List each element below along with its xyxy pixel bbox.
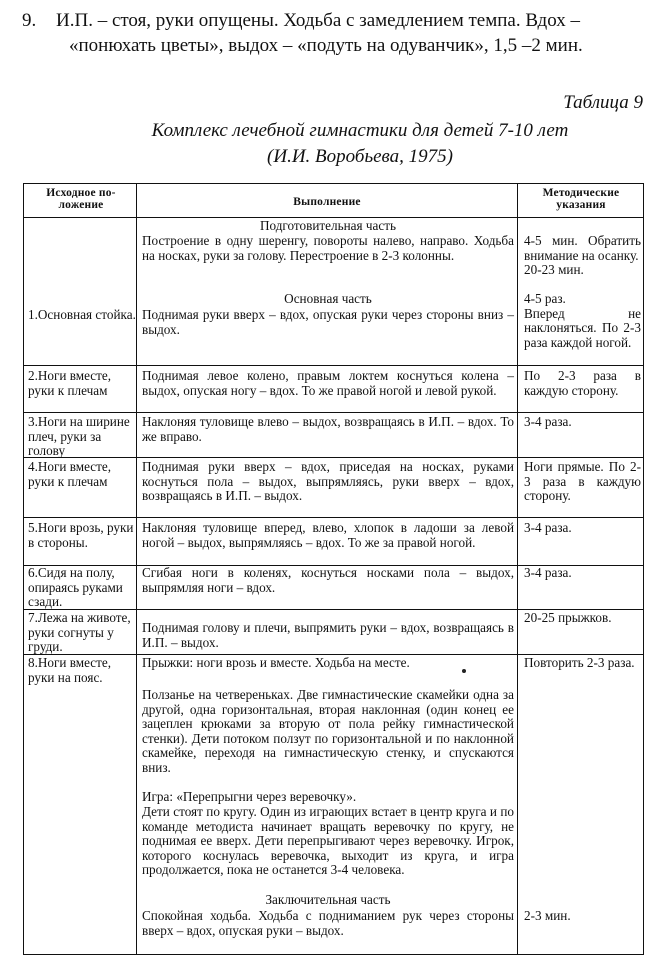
- row3-execution: Наклоняя туловище влево – выдох, возвращаясь в И.П. – вдох. То же вправо.: [142, 414, 514, 444]
- row8-execution: Прыжки: ноги врозь и вместе. Ходьба на месте.: [142, 655, 410, 670]
- row-divider: [24, 412, 643, 413]
- exercise-table: [23, 183, 644, 955]
- final-execution: Спокойная ходьба. Ходьба с подниманием рук через стороны вверх – вдох, опуская руки – выдох.: [142, 908, 514, 938]
- row5-execution: Наклоняя туловище вперед, влево, хлопок в ладоши за левой ногой – выдох, выпрямляясь – вдох. То же за правой ногой.: [142, 520, 514, 550]
- row2-execution: Поднимая левое колено, правым локтем коснуться колена – выдох, опуская ногу – вдох. То же правой ногой и левой рукой.: [142, 368, 514, 398]
- game-execution: Дети стоят по кругу. Один из играющих встает в центр круга и по команде методиста начинает вращать веревочку по кругу, не поднимая ее вверх. Дети перепрыгивают через веревочку. Игрок, которого коснулась веревочка, выходит из круга, и игра продолжается, пока не останется 3-4 человека.: [142, 804, 514, 877]
- row8-notes: Повторить 2-3 раза.: [524, 655, 635, 670]
- section-final: Заключительная часть: [265, 892, 391, 907]
- table-label: Таблица 9: [563, 92, 643, 113]
- print-speck: [462, 669, 466, 673]
- row4-execution: Поднимая руки вверх – вдох, приседая на носках, руками коснуться пола – выдох, выпрямляясь, руки вверх – вдох, возвращаясь в И.П. – выдох.: [142, 459, 514, 503]
- intro-line-1: И.П. – стоя, руки опущены. Ходьба с замедлением темпа. Вдох –: [56, 10, 580, 31]
- row7-execution: Поднимая голову и плечи, выпрямить руки – вдох, возвращаясь в И.П. – выдох.: [142, 620, 514, 650]
- header-initial-position: [26, 187, 136, 211]
- crawl-execution: Ползанье на четвереньках. Две гимнастические скамейки одна за другой, одна горизонтальная, вторая наклонная (один конец ее зацеплен крюками за вторую от пола рейку гимнастической стенки). Дети потоком ползут по горизонтальной и по наклонной скамейке, переходя на гимнастическую стенку, и спускаются вниз.: [142, 687, 514, 775]
- column-divider: [517, 184, 518, 954]
- game-title: Игра: «Перепрыгни через веревочку».: [142, 789, 357, 804]
- section-prep: Подготовительная часть: [259, 218, 396, 233]
- header-text: Исходное по- ложение: [46, 187, 116, 211]
- row-divider: [24, 457, 643, 458]
- row3-notes: 3-4 раза.: [524, 414, 572, 429]
- intro-number: 9.: [22, 10, 37, 31]
- row8-position: 8.Ноги вместе, руки на пояс.: [28, 655, 112, 685]
- row3-position: 3.Ноги на ширине плеч, руки за голову: [28, 414, 130, 458]
- header-execution: Выполнение: [293, 196, 361, 208]
- row6-notes: 3-4 раза.: [524, 565, 572, 580]
- row4-notes: Ноги прямые. По 2-3 раза в каждую сторону.: [524, 459, 641, 503]
- row7-notes: 20-25 прыжков.: [524, 610, 612, 625]
- row1-notes: 4-5 раз. Вперед не наклоняться. По 2-3 раза каждой ногой.: [524, 291, 641, 350]
- intro-line-2: «понюхать цветы», выдох – «подуть на одуванчик», 1,5 –2 мин.: [69, 35, 583, 56]
- header-notes: [519, 187, 643, 211]
- row1-execution: Поднимая руки вверх – вдох, опуская руки через стороны вниз – выдох.: [142, 307, 514, 337]
- row2-position: 2.Ноги вместе, руки к плечам: [28, 368, 112, 398]
- section-main: Основная часть: [284, 291, 372, 306]
- intro-paragraph: [22, 8, 647, 58]
- row5-position: 5.Ноги врозь, руки в стороны.: [28, 520, 134, 550]
- row4-position: 4.Ноги вместе, руки к плечам: [28, 459, 112, 489]
- row7-position: 7.Лежа на животе, руки согнуты у груди.: [28, 610, 131, 654]
- final-notes: 2-3 мин.: [524, 908, 571, 923]
- row5-notes: 3-4 раза.: [524, 520, 572, 535]
- row-divider: [24, 365, 643, 366]
- row6-position: 6.Сидя на полу, опираясь руками сзади.: [28, 565, 123, 609]
- prep-execution: Построение в одну шеренгу, повороты налево, направо. Ходьба на носках, руки за голову. Перестроение в 2-3 колонны.: [142, 233, 514, 263]
- row1-position: 1.Основная стойка.: [28, 307, 136, 322]
- prep-notes: 4-5 мин. Обратить внимание на осанку. 20-23 мин.: [524, 233, 641, 277]
- table-title: Комплекс лечебной гимнастики для детей 7-10 лет: [151, 120, 569, 141]
- row-divider: [24, 517, 643, 518]
- row2-notes: По 2-3 раза в каждую сторону.: [524, 368, 641, 398]
- header-text: Методические указания: [542, 187, 620, 211]
- table-subtitle: (И.И. Воробьева, 1975): [267, 146, 453, 167]
- row6-execution: Сгибая ноги в коленях, коснуться носками пола – выдох, выпрямляя ноги – вдох.: [142, 565, 514, 595]
